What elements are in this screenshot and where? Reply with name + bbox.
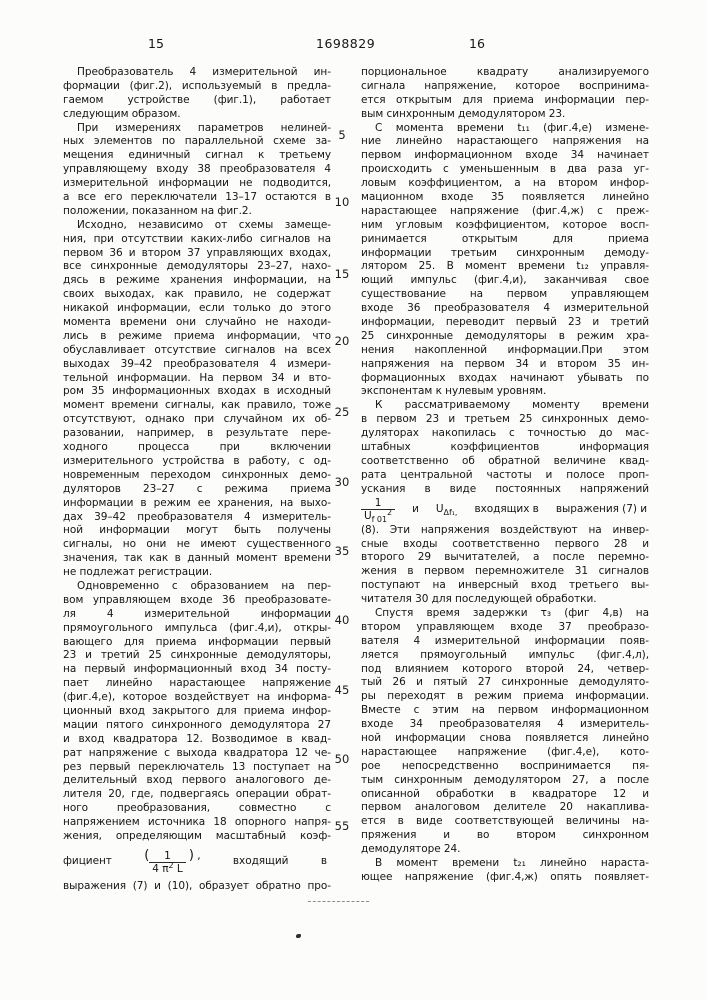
text-line: на первый информационный вход 34 посту-: [63, 663, 331, 676]
text-line: мационном входе 35 появляется линейно: [361, 191, 649, 204]
text-line: прямоугольного импульса (фиг.4,и), откры-: [63, 621, 331, 634]
text-line: Одновременно с образованием на пер-: [77, 579, 331, 592]
text-line: рое непосредственно воспринимается пя-: [361, 759, 649, 772]
text-line: ющий импульс (фиг.4,и), заканчивая свое: [361, 274, 649, 287]
text-line: Спустя время задержки τ₃ (фиг 4,в) на: [375, 606, 649, 619]
gutter-line-number: 45: [334, 683, 350, 697]
text-line: лись в режиме приема информации, что: [63, 329, 331, 342]
text-line: первом информационном входе 34 начинает: [361, 149, 649, 162]
text-line: разовании, например, в результате пере-: [63, 427, 331, 440]
text-line: К рассматриваемому моменту времени: [375, 399, 649, 412]
gutter-line-number: 40: [334, 613, 350, 627]
text-line: ром 35 информационных входах в исходный: [63, 385, 331, 398]
text-line: не подлежат регистрации.: [63, 566, 213, 579]
text-line: момента времени они случайно не находи-: [63, 316, 331, 329]
text-line: ринимается открытым для приема: [361, 232, 649, 245]
text-line: жения в первом перемножителе 31 сигналов: [361, 565, 649, 578]
text-line: новременным переходом синхронных демо-: [63, 468, 331, 481]
text-line: своих выходах, как правило, не содержат: [63, 288, 331, 301]
text-line: выражения (7) и (10), образует обратно про-: [63, 879, 331, 892]
gutter-line-number: 20: [334, 334, 350, 348]
text-line: ние линейно нарастающего напряжения на: [361, 135, 649, 148]
gutter-line-number: 35: [334, 544, 350, 558]
text-line: ходного процесса при включении: [63, 441, 331, 454]
text-line: первом аналоговом делителе 20 накаплива-: [361, 801, 649, 814]
text-line: рез первый переключатель 13 поступает на: [63, 760, 331, 773]
text-line: 23 и третий 25 синхронные демодуляторы,: [63, 649, 331, 662]
text-line: нарастающее напряжение (фиг.4,ж) с преж-: [361, 204, 649, 217]
text-line: мации пятого синхронного демодулятора 27: [63, 718, 331, 731]
text-line: информации третьим синхронным демоду-: [361, 246, 649, 259]
text-line: отсутствуют, однако при случайном их об-: [63, 413, 331, 426]
text-line: обуславливает отсутствие сигналов на всех: [63, 343, 331, 356]
text-line: ним угловым коэффициентом, которое восп-: [361, 218, 649, 231]
text-line: входе 36 преобразователя 4 измерительной: [361, 302, 649, 315]
gutter-line-number: 15: [334, 267, 350, 281]
text-line: под влиянием которого второй 24, четвер-: [361, 662, 649, 675]
text-line: все синхронные демодуляторы 23–27, нахо-: [63, 260, 331, 273]
text-line: рат напряжение с выхода квадратора 12 че-: [63, 746, 331, 759]
text-line: входе 34 преобразователяя 4 измеритель-: [361, 718, 649, 731]
text-line: выходах 39–42 преобразователя 4 измери-: [63, 357, 331, 370]
text-line: момент времени сигналы, как правило, тоже: [63, 399, 331, 412]
text-line: штабных коэффициентов информация: [361, 441, 649, 454]
text-line: существование на первом управляющем: [361, 288, 649, 301]
text-line: вающего для приема информации первый: [63, 635, 331, 648]
text-line: жения, определяющим масштабный коэф-: [63, 829, 331, 842]
text-line: никакой информации, если только до этого: [63, 302, 331, 315]
patent-number: 1698829: [316, 36, 376, 51]
text-line: лятором 25. В момент времени t₁₂ управля-: [361, 260, 649, 273]
text-line: формации (фиг.2), используемый в предла-: [63, 79, 331, 92]
inline-formula: $\frac{1}{U_{f 01}^2}$ и $U_{\Delta f_1,}$ входящих в выражения (7) и: [361, 497, 649, 524]
text-line: С момента времени t₁₁ (фиг.4,е) измене-: [375, 121, 649, 134]
text-line: положении, показанном на фиг.2.: [63, 204, 252, 217]
text-line: поступают на инверсный вход третьего вы-: [361, 579, 649, 592]
text-line: следующим образом.: [63, 107, 181, 120]
text-line: вом управляющем входе 36 преобразовате-: [63, 593, 331, 606]
text-line: тым синхронным демодулятором 27, а после: [361, 773, 649, 786]
text-line: Преобразователь 4 измерительной ин-: [77, 66, 331, 78]
text-line: в первом 23 и третьем 25 синхронных демо-: [361, 413, 649, 426]
text-line: а все его переключатели 13–17 остаются в: [63, 191, 331, 204]
text-line: напряжением источника 18 опорного напря-: [63, 816, 331, 829]
text-line: ля 4 измерительной информации: [63, 607, 331, 620]
gutter-line-number: 25: [334, 405, 350, 419]
text-line: делительный вход первого аналогового де-: [63, 774, 331, 787]
text-line: Исходно, независимо от схемы замеще-: [77, 218, 331, 231]
text-line: формационных входах начинают убывать по: [361, 371, 649, 384]
inline-formula: фициент ( $\frac{1}{4 \pi^2 L}$ ) , входящий в: [63, 847, 327, 875]
page-header: [0, 36, 707, 54]
text-line: и вход квадратора 12. Возводимое в квад-: [63, 732, 331, 745]
text-line: тельной информации. На первом 34 и вто-: [63, 371, 331, 384]
text-line: гаемом устройстве (фиг.1), работает: [63, 93, 331, 106]
text-line: ется открытым для приема информации пер-: [361, 93, 649, 106]
gutter-line-number: 50: [334, 752, 350, 766]
text-line: ния, при отсутствии каких-либо сигналов на: [63, 232, 331, 245]
text-line: значения, так как в данный момент времени: [63, 552, 331, 565]
text-line: демодуляторе 24.: [361, 843, 461, 856]
text-line: дясь в режиме хранения информации, на: [63, 274, 331, 287]
text-line: сные входы соответственно первого 28 и: [361, 537, 649, 550]
dashed-separator: [308, 901, 369, 902]
text-line: порциональное квадрату анализируемого: [361, 66, 649, 78]
text-line: вым синхронным демодулятором 23.: [361, 107, 566, 120]
text-line: пряжения и во втором синхронном: [361, 829, 649, 842]
text-line: второго 29 вычитателей, а после перемно-: [361, 551, 649, 564]
text-line: управляющему входу 38 преобразователя 4: [63, 163, 331, 176]
text-line: мещения единичный сигнал к третьему: [63, 149, 331, 162]
text-line: ется в виде соответствующей величины на-: [361, 815, 649, 828]
text-line: экспонентам к нулевым уровням.: [361, 385, 547, 398]
left-text-column: [63, 66, 331, 894]
text-line: ных элементов по параллельной схеме за-: [63, 135, 331, 148]
text-line: измерительной информации не подводится,: [63, 177, 331, 190]
text-line: пает линейно нарастающее напряжение: [63, 677, 331, 690]
text-line: 25 синхронные демодуляторы в режим хра-: [361, 329, 649, 342]
text-line: информации в режим ее хранения, на выхо-: [63, 496, 331, 509]
text-line: Вместе с этим на первом информационном: [361, 704, 649, 717]
text-line: дуляторов 23–27 с режима приема: [63, 482, 331, 495]
text-line: ловым коэффициентом, а на втором инфор-: [361, 177, 649, 190]
text-line: происходить с уменьшенным в два раза уг-: [361, 163, 649, 176]
ink-speck: [296, 934, 301, 938]
gutter-line-number: 55: [334, 819, 350, 833]
text-line: ной информации снова появляется линейно: [361, 731, 649, 744]
page-number-right: 16: [469, 36, 485, 51]
text-line: ционный вход закрытого для приема инфор-: [63, 704, 331, 717]
right-text-column: [361, 66, 649, 885]
text-line: соответственно об обратной величине квад-: [361, 454, 649, 467]
text-line: ной информации могут быть получены: [63, 524, 331, 537]
text-line: читателя 30 для последующей обработки.: [361, 593, 597, 606]
text-line: напряжения на первом 34 и втором 35 ин-: [361, 357, 649, 370]
text-line: При измерениях параметров нелиней-: [77, 121, 331, 134]
page-number-left: 15: [148, 36, 164, 51]
text-line: информации, переводит первый 23 и третий: [361, 316, 649, 329]
text-line: ляется прямоугольный импульс (фиг.4,л),: [361, 648, 649, 661]
text-line: ного преобразования, совместно с: [63, 802, 331, 815]
text-line: вателя 4 измерительной информации появ-: [361, 634, 649, 647]
text-line: (фиг.4,е), которое воздействует на информа-: [63, 691, 331, 704]
text-line: дуляторах накопилась с точностью до мас-: [361, 427, 649, 440]
text-line: лителя 20, где, подвергаясь операции обрат-: [63, 788, 331, 801]
text-line: нения накопленной информации.При этом: [361, 343, 649, 356]
text-line: ры переходят в режим приема информации.: [361, 690, 649, 703]
text-line: сигналы, но они не имеют существенного: [63, 538, 331, 551]
text-line: (8). Эти напряжения воздействуют на инвер-: [361, 523, 649, 536]
text-line: тый 26 и пятый 27 синхронные демодулято-: [361, 676, 649, 689]
text-line: описанной обработки в квадраторе 12 и: [361, 787, 649, 800]
gutter-line-number: 30: [334, 475, 350, 489]
text-line: нарастающее напряжение (фиг.4,е), кото-: [361, 745, 649, 758]
text-line: первом 36 и втором 37 управляющих входах,: [63, 246, 331, 259]
gutter-line-number: 10: [334, 195, 350, 209]
text-line: В момент времени t₂₁ линейно нараста-: [375, 856, 649, 869]
text-line: ускания в виде постоянных напряжений: [361, 482, 649, 495]
text-line: дах 39–42 преобразователя 4 измеритель-: [63, 510, 331, 523]
text-line: ющее напряжение (фиг.4,ж) опять появляет-: [361, 870, 649, 883]
text-line: сигнала напряжение, которое воспринима-: [361, 79, 649, 92]
text-line: измерительного устройства в работу, с од-: [63, 454, 331, 467]
text-line: втором управляющем входе 37 преобразо-: [361, 620, 649, 633]
gutter-line-number: 5: [338, 128, 346, 142]
text-line: рата центральной частоты и полосе проп-: [361, 468, 649, 481]
